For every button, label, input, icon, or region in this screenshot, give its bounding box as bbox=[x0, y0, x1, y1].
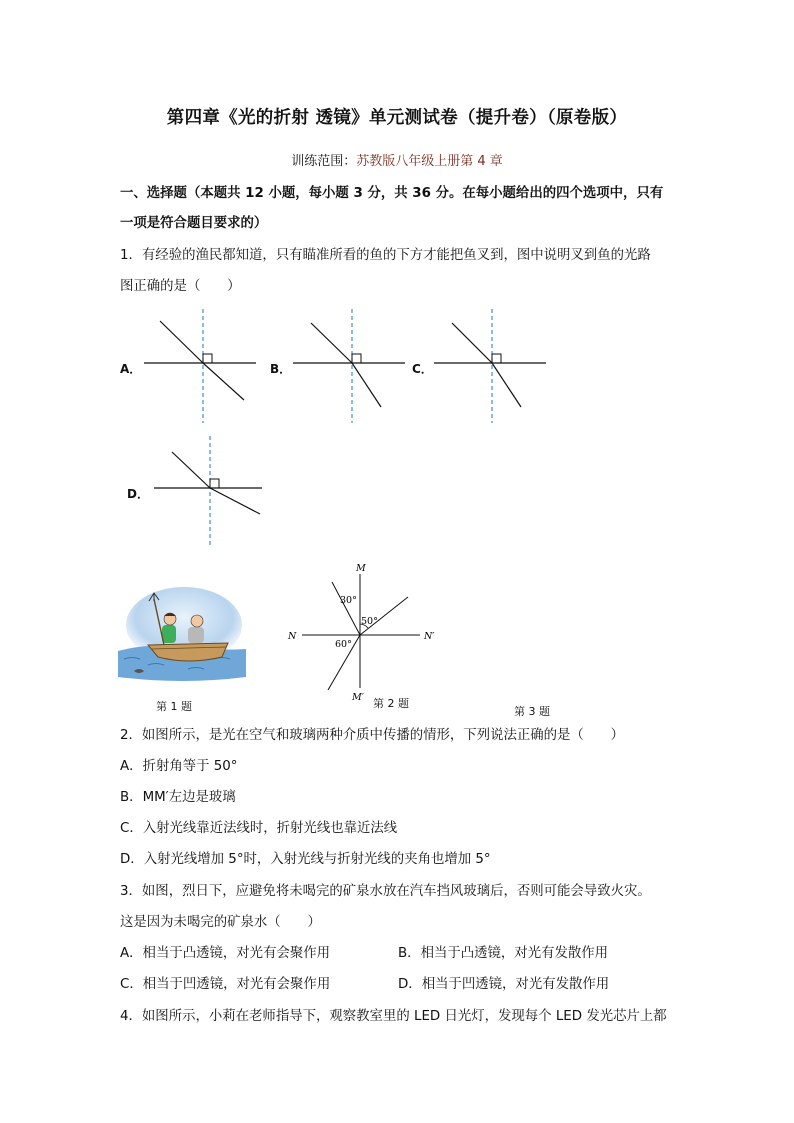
q1-option-c-label: C． bbox=[412, 362, 433, 376]
q3-option-a: A．相当于凸透镜，对光有会聚作用 bbox=[120, 946, 331, 961]
label-n-prime: N′ bbox=[424, 631, 435, 642]
section-header-line1: 一、选择题（本题共 12 小题，每小题 3 分，共 36 分。在每小题给出的四个选项中，只有 bbox=[120, 186, 664, 201]
page-title: 第四章《光的折射 透镜》单元测试卷（提升卷）（原卷版） bbox=[166, 108, 628, 128]
q3-stem-line1: 3．如图，烈日下，应避免将未喝完的矿泉水放在汽车挡风玻璃后，否则可能会导致火灾。 bbox=[120, 884, 651, 899]
range-value: 苏教版八年级上册第 4 章 bbox=[356, 154, 503, 169]
figure-3-caption: 第 3 题 bbox=[514, 705, 550, 718]
section-header-line2: 一项是符合题目要求的） bbox=[120, 216, 268, 231]
q2-option-a: A．折射角等于 50° bbox=[120, 759, 238, 774]
range-label: 训练范围： bbox=[291, 154, 357, 169]
q2-option-d: D．入射光线增加 5°时，入射光线与折射光线的夹角也增加 5° bbox=[120, 852, 491, 867]
figure-2-refraction-diagram bbox=[280, 560, 450, 703]
q1-option-a-label: A． bbox=[120, 362, 142, 376]
q3-option-b: B．相当于凸透镜，对光有发散作用 bbox=[398, 946, 609, 961]
label-m: M bbox=[356, 563, 366, 574]
figure-1-caption: 第 1 题 bbox=[156, 700, 192, 713]
training-range bbox=[0, 150, 794, 169]
label-n: N bbox=[288, 631, 297, 642]
q2-option-b: B．MM′左边是玻璃 bbox=[120, 790, 236, 805]
q2-option-c: C．入射光线靠近法线时，折射光线也靠近法线 bbox=[120, 821, 398, 836]
q3-option-d: D．相当于凹透镜，对光有发散作用 bbox=[398, 977, 610, 992]
label-m-prime: M′ bbox=[352, 692, 364, 703]
angle-50: 50° bbox=[361, 616, 378, 627]
q4-stem-line1: 4．如图所示，小莉在老师指导下，观察教室里的 LED 日光灯，发现每个 LED 发光芯片上都 bbox=[120, 1009, 667, 1024]
q2-stem: 2．如图所示，是光在空气和玻璃两种介质中传播的情形，下列说法正确的是（ ） bbox=[120, 728, 624, 743]
q1-option-b-label: B． bbox=[270, 362, 292, 376]
q3-option-c: C．相当于凹透镜，对光有会聚作用 bbox=[120, 977, 331, 992]
right-angle-mark bbox=[203, 354, 212, 363]
figure-1-fisherman-illustration bbox=[118, 585, 246, 685]
q1-option-d-label: D． bbox=[127, 487, 149, 501]
figure-2-caption: 第 2 题 bbox=[373, 697, 409, 710]
q1-diagram-b bbox=[289, 305, 409, 405]
q1-stem-line1: 1．有经验的渔民都知道，只有瞄准所看的鱼的下方才能把鱼叉到，图中说明叉到鱼的光路 bbox=[120, 248, 651, 263]
q1-diagram-a bbox=[140, 305, 260, 405]
q1-diagram-c bbox=[430, 305, 550, 405]
q1-stem-line2: 图正确的是（ ） bbox=[120, 279, 241, 294]
angle-30: 30° bbox=[340, 595, 357, 606]
q1-diagram-d bbox=[150, 432, 270, 552]
q3-stem-line2: 这是因为未喝完的矿泉水（ ） bbox=[120, 915, 321, 930]
angle-60: 60° bbox=[335, 639, 352, 650]
ray-upper-left bbox=[332, 582, 360, 635]
